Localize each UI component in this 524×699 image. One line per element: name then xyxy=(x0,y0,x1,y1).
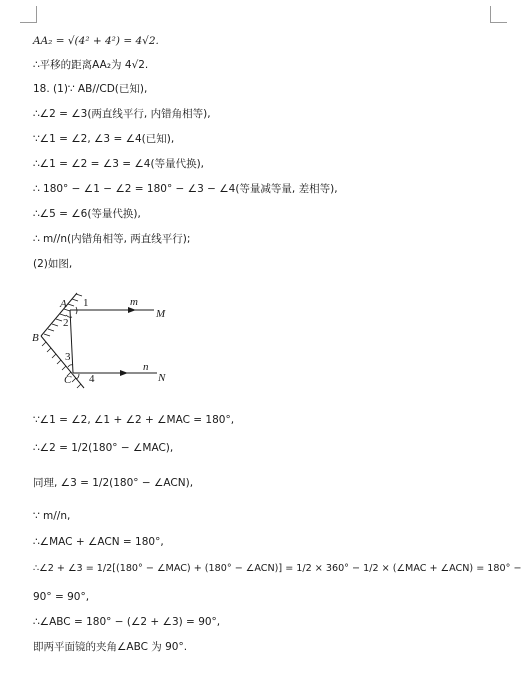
line-translation-distance: ∴平移的距离AA₂为 4√2. xyxy=(33,59,149,71)
ray-ac xyxy=(70,310,73,373)
line-angle2-eq-angle3: ∴∠2 = ∠3(两直线平行, 内错角相等), xyxy=(33,108,211,120)
line-aa2-distance: AA₂ = √(4² + 4²) = 4√2. xyxy=(33,35,159,47)
mirror-bc-hatching xyxy=(42,342,81,388)
line-angle2-half: ∴∠2 = 1/2(180° − ∠MAC), xyxy=(33,442,174,454)
mirror-figure xyxy=(32,281,182,393)
line-result-90: 90° = 90°, xyxy=(33,591,90,603)
line-m-parallel-n: ∴ m//n(内错角相等, 两直线平行); xyxy=(33,233,191,245)
line-angle-sum: ∵∠1 = ∠2, ∠1 + ∠2 + ∠MAC = 180°, xyxy=(33,414,235,426)
line-given-angles: ∵∠1 = ∠2, ∠3 = ∠4(已知), xyxy=(33,133,175,145)
line-angle2-plus-angle3: ∴∠2 + ∠3 = 1/2[(180° − ∠MAC) + (180° − ∠ACN)] = 1/2 × 360° − 1/2 × (∠MAC + ∠ACN) = 180° − xyxy=(33,563,522,574)
label-angle-1: 1 xyxy=(83,297,89,309)
line-all-angles-equal: ∴∠1 = ∠2 = ∠3 = ∠4(等量代换), xyxy=(33,158,205,170)
label-b: B xyxy=(32,332,39,344)
line-angle5-eq-angle6: ∴∠5 = ∠6(等量代换), xyxy=(33,208,141,220)
label-angle-3: 3 xyxy=(65,351,71,363)
label-big-m: M xyxy=(156,308,166,320)
line-q18-part1-given: 18. (1)∵ AB//CD(已知), xyxy=(33,83,148,95)
line-subtraction: ∴ 180° − ∠1 − ∠2 = 180° − ∠3 − ∠4(等量减等量, 差相等), xyxy=(33,183,338,195)
page-corner-mark-right xyxy=(490,6,507,23)
line-part2-figure-intro: (2)如图, xyxy=(33,258,73,270)
line-angle3-half: 同理, ∠3 = 1/2(180° − ∠ACN), xyxy=(33,477,194,489)
page-corner-mark-left xyxy=(20,6,37,23)
mirror-ab xyxy=(41,293,77,336)
line-m-parallel-n-given: ∵ m//n, xyxy=(33,510,71,522)
label-angle-4: 4 xyxy=(89,373,95,385)
label-big-n: N xyxy=(158,372,166,384)
line-mac-acn-sum: ∴∠MAC + ∠ACN = 180°, xyxy=(33,536,164,548)
line-angle-abc: ∴∠ABC = 180° − (∠2 + ∠3) = 90°, xyxy=(33,616,221,628)
line-conclusion: 即两平面镜的夹角∠ABC 为 90°. xyxy=(33,641,188,653)
mirror-bc xyxy=(41,336,84,388)
label-c: C xyxy=(64,374,72,386)
label-m: m xyxy=(130,296,138,308)
label-a: A xyxy=(60,298,67,310)
label-n: n xyxy=(143,361,149,373)
ray-n-arrow xyxy=(120,370,128,376)
label-angle-2: 2 xyxy=(63,317,69,329)
